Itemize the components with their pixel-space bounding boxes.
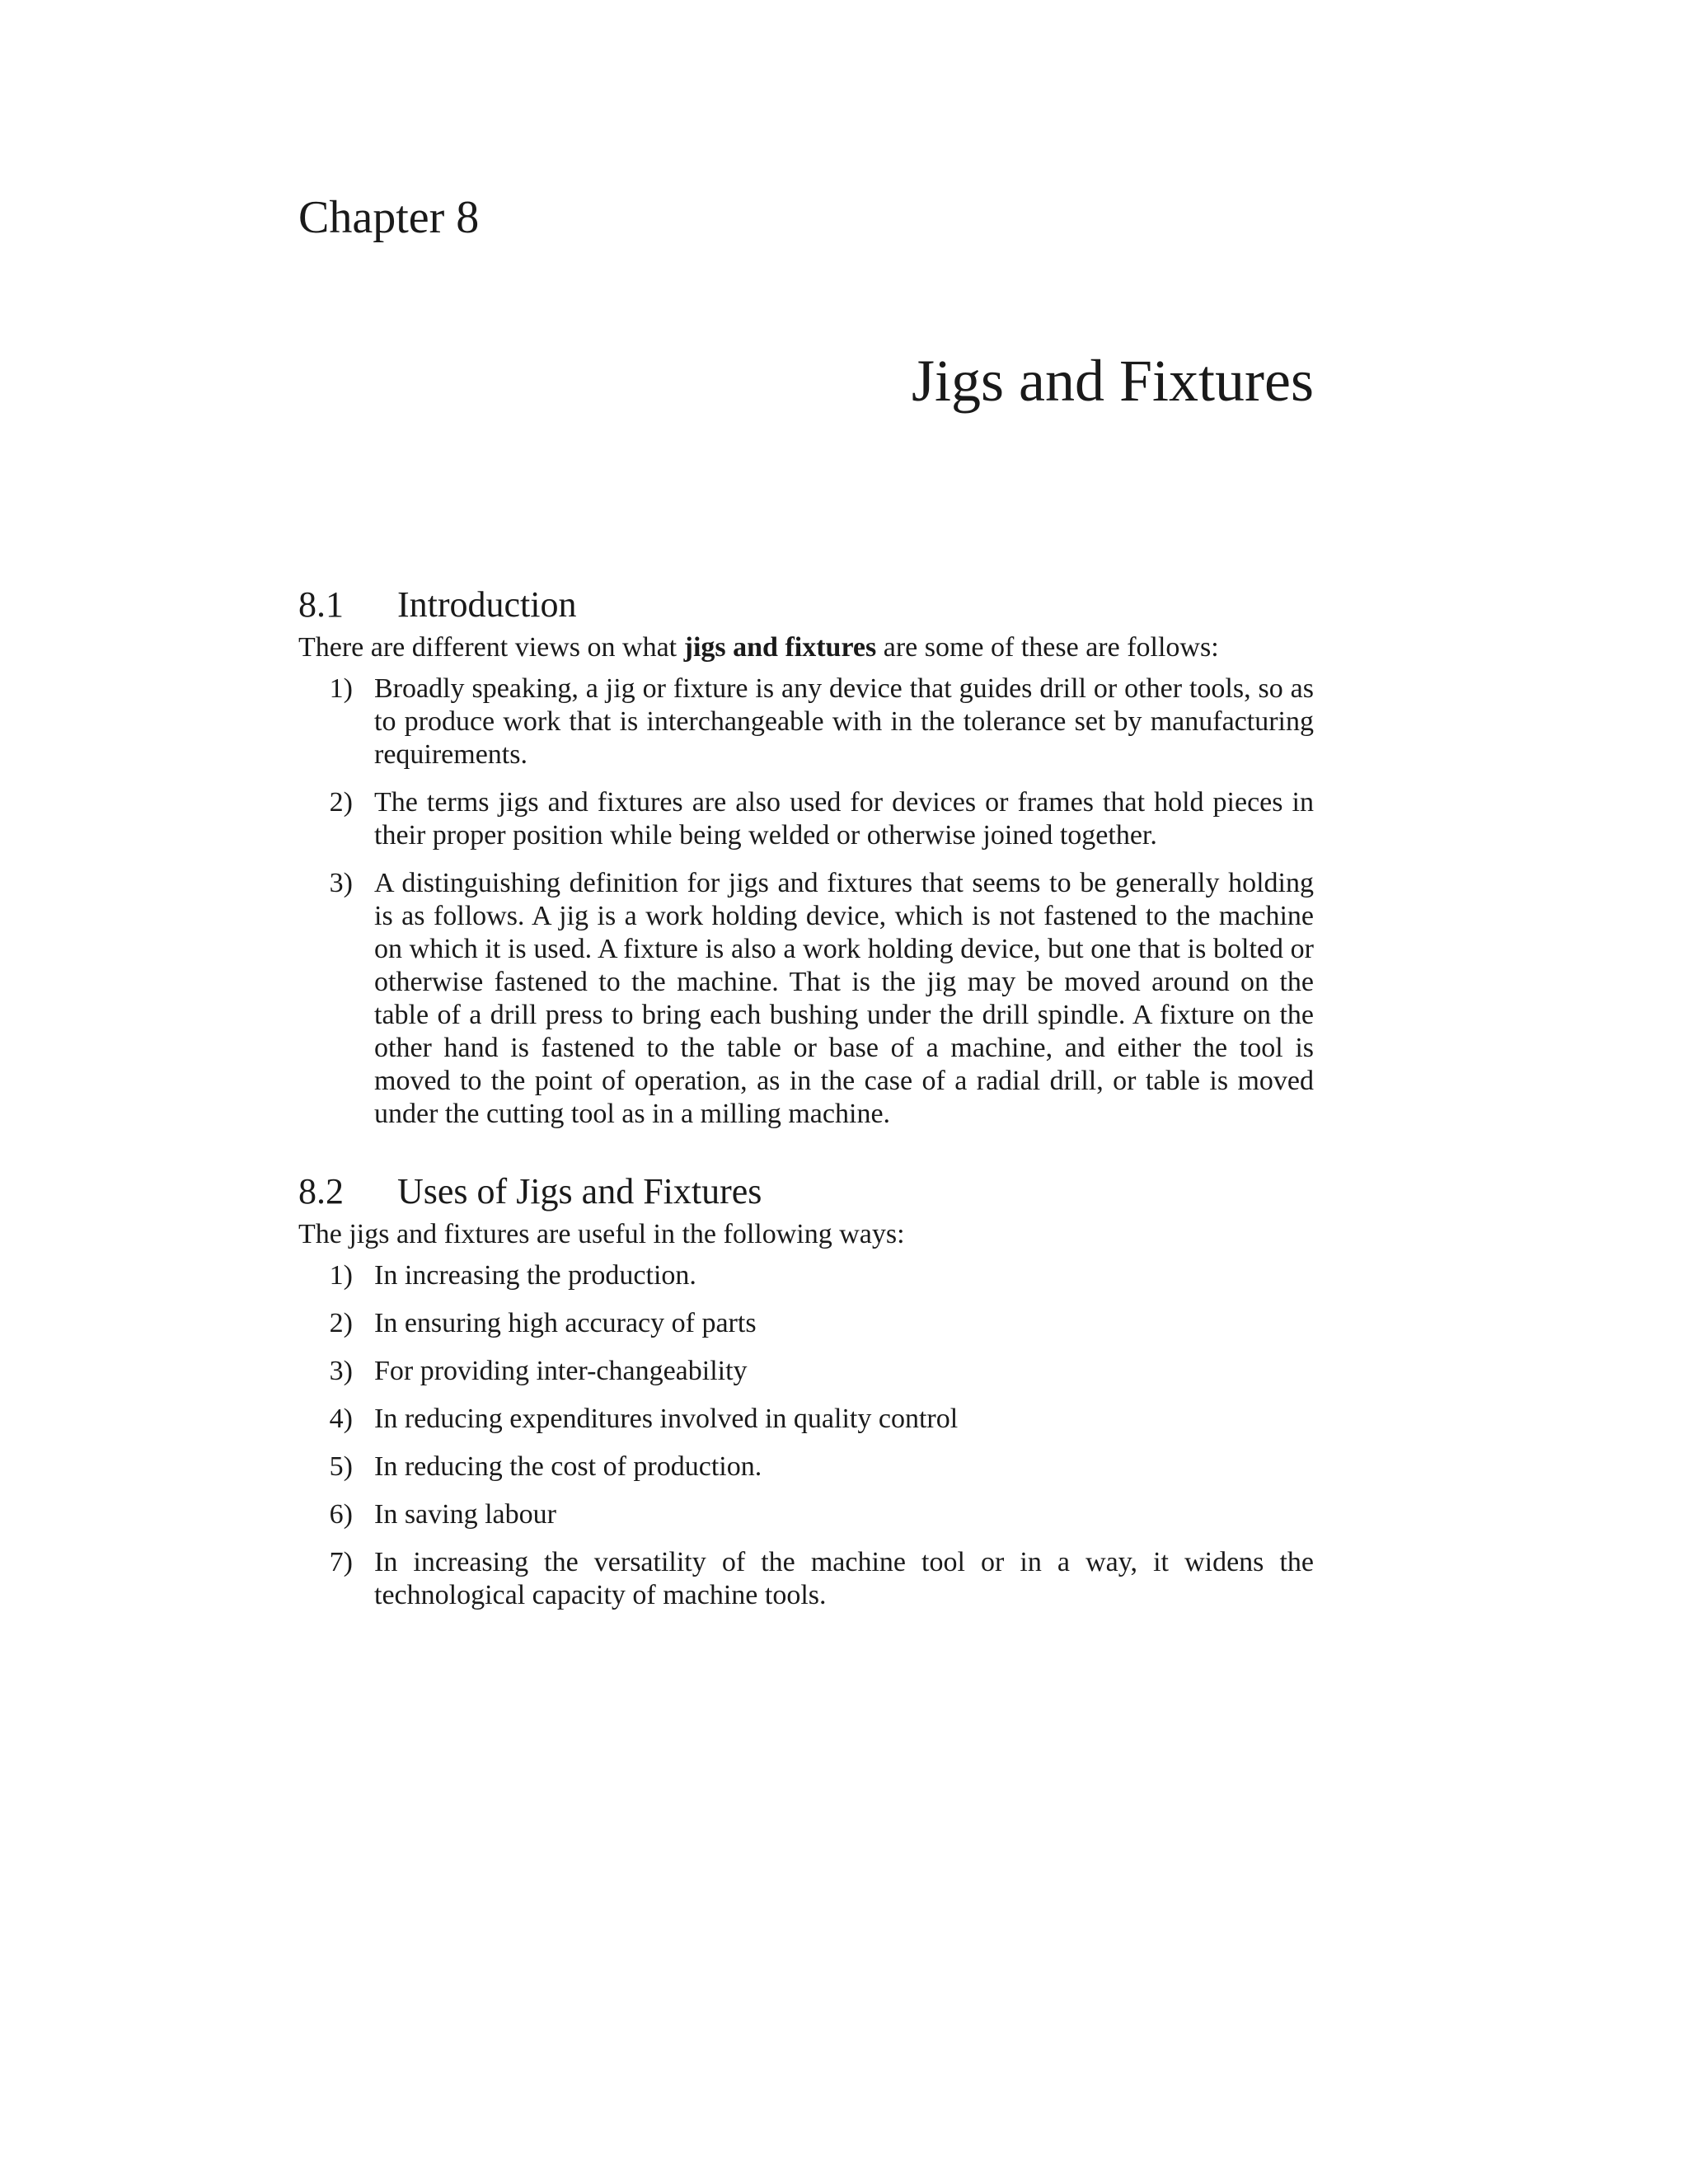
list-item-number: 7) <box>329 1547 353 1577</box>
list-item-text: The terms jigs and fixtures are also used for devices or frames that hold pieces in their proper position while being welded or otherwise joined together. <box>374 787 1314 851</box>
list-item-number: 6) <box>329 1499 353 1530</box>
list-item <box>298 673 1314 771</box>
list-item-text: In reducing the cost of production. <box>374 1451 762 1482</box>
intro-text-after: are some of these are follows: <box>876 632 1219 663</box>
list-item <box>298 1498 1314 1531</box>
section-heading <box>298 1169 1314 1215</box>
chapter-label: Chapter 8 <box>298 192 480 243</box>
list-item-number: 4) <box>329 1404 353 1434</box>
list-item-number: 2) <box>329 787 353 818</box>
list-item-text: A distinguishing definition for jigs and fixtures that seems to be generally holding is as follows. A jig is a work holding device, which is not fastened to the machine on which it is used. A fixture is also a work holding device, but one that is bolted or otherwise fastened to the machine. That is the jig may be moved around on the table of a drill press to bring each bushing under the drill spindle. A fixture on the other hand is fastened to the table or base of a machine, and either the tool is moved to the point of operation, as in the case of a radial drill, or table is moved under the cutting tool as in a milling machine. <box>374 868 1314 1129</box>
list-item <box>298 786 1314 852</box>
uses-list <box>298 1259 1314 1612</box>
list-item <box>298 1451 1314 1483</box>
list-item-text: For providing inter-changeability <box>374 1356 748 1386</box>
list-item-number: 1) <box>329 1260 353 1291</box>
list-item-number: 3) <box>329 1356 353 1386</box>
list-item <box>298 1355 1314 1388</box>
list-item <box>298 1403 1314 1436</box>
section-intro <box>298 631 1314 664</box>
definition-list <box>298 673 1314 1131</box>
intro-text-before: There are different views on what <box>298 632 684 663</box>
list-item <box>298 867 1314 1131</box>
list-item-text: Broadly speaking, a jig or fixture is any device that guides drill or other tools, so as to produce work that is interchangeable with in the tolerance set by manufacturing requirements. <box>374 673 1314 770</box>
section-heading <box>298 582 1314 628</box>
list-item <box>298 1307 1314 1340</box>
section-intro: The jigs and fixtures are useful in the following ways: <box>298 1219 905 1249</box>
list-item <box>298 1546 1314 1612</box>
list-item <box>298 1259 1314 1292</box>
list-item-text: In increasing the production. <box>374 1260 696 1291</box>
list-item-text: In increasing the versatility of the machine tool or in a way, it widens the technological capacity of machine tools. <box>374 1547 1314 1610</box>
list-item-number: 5) <box>329 1451 353 1482</box>
section-uses <box>298 1169 1314 1627</box>
list-item-number: 1) <box>329 673 353 704</box>
list-item-text: In reducing expenditures involved in quality control <box>374 1404 959 1434</box>
section-title: Uses of Jigs and Fixtures <box>397 1171 762 1212</box>
list-item-number: 2) <box>329 1308 353 1338</box>
list-item-text: In saving labour <box>374 1499 556 1530</box>
section-number: 8.1 <box>298 584 344 625</box>
section-introduction <box>298 582 1314 1146</box>
list-item-text: In ensuring high accuracy of parts <box>374 1308 757 1338</box>
chapter-title: Jigs and Fixtures <box>911 348 1314 414</box>
section-title: Introduction <box>397 584 577 625</box>
list-item-number: 3) <box>329 868 353 898</box>
intro-bold-term: jigs and fixtures <box>683 632 877 663</box>
section-number: 8.2 <box>298 1171 344 1212</box>
